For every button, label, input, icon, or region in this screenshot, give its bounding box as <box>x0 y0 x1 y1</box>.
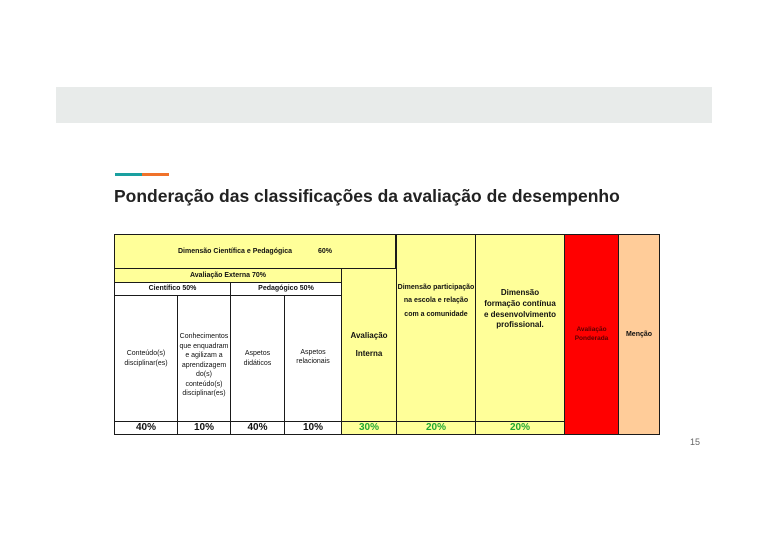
relacionais-label: Aspetos relacionais <box>296 349 330 366</box>
dimensao-formacao-label: Dimensão formação contínua e desenvolvimento profissional. <box>483 288 557 330</box>
conteudos-label: Conteúdo(s) disciplinar(es) <box>124 350 168 367</box>
pct-relacionais <box>284 421 342 435</box>
pct-didaticos-value: 40% <box>247 422 268 434</box>
accent-line-teal <box>115 173 142 176</box>
header-avaliacao-ponderada <box>564 234 619 435</box>
dimensao-participacao-label: Dimensão participação na escola e relação com a comunidade <box>397 284 475 318</box>
mencao-label: Menção <box>625 330 653 338</box>
header-avaliacao-interna <box>341 268 397 422</box>
cientifico-label: Científico 50% <box>148 285 197 293</box>
didaticos-label: Aspetos didáticos <box>243 350 272 367</box>
accent-line-orange <box>142 173 169 176</box>
conhecimentos-label: Conhecimentos que enquadram e agilizam a aprendizagem do(s) conteúdo(s) disciplinar(es) <box>179 333 229 398</box>
header-band <box>56 87 712 123</box>
dimensao-cientifica-pct: 60% <box>317 247 332 255</box>
cell-conteudos <box>114 295 178 422</box>
pct-conhecimentos-value: 10% <box>193 422 214 434</box>
dimensao-cientifica-label: Dimensão Científica e Pedagógica <box>178 247 292 255</box>
header-dimensao-cientifica <box>114 234 396 269</box>
header-dimensao-formacao <box>475 234 565 422</box>
pedagogico-label: Pedagógico 50% <box>258 285 314 293</box>
avaliacao-ponderada-label: Avaliação Ponderada <box>574 325 609 342</box>
cell-conhecimentos <box>177 295 231 422</box>
pct-formacao-value: 20% <box>509 422 530 434</box>
pct-participacao-value: 20% <box>425 422 446 434</box>
slide-title: Ponderação das classificações da avaliação de desempenho <box>114 186 620 206</box>
page-number: 15 <box>690 437 701 447</box>
pct-interna-value: 30% <box>358 422 379 434</box>
header-cientifico <box>114 282 231 296</box>
pct-didaticos <box>230 421 285 435</box>
pct-formacao <box>475 421 565 435</box>
evaluation-table <box>114 234 660 435</box>
header-avaliacao-externa <box>114 268 342 283</box>
pct-participacao <box>396 421 476 435</box>
cell-relacionais <box>284 295 342 422</box>
pct-conteudos-value: 40% <box>135 422 156 434</box>
avaliacao-interna-label: Avaliação Interna <box>350 331 388 358</box>
pct-relacionais-value: 10% <box>302 422 323 434</box>
header-pedagogico <box>230 282 342 296</box>
pct-conteudos <box>114 421 178 435</box>
header-dimensao-participacao <box>396 234 476 422</box>
pct-interna <box>341 421 397 435</box>
pct-conhecimentos <box>177 421 231 435</box>
header-mencao <box>618 234 660 435</box>
avaliacao-externa-label: Avaliação Externa 70% <box>189 271 266 279</box>
cell-didaticos <box>230 295 285 422</box>
